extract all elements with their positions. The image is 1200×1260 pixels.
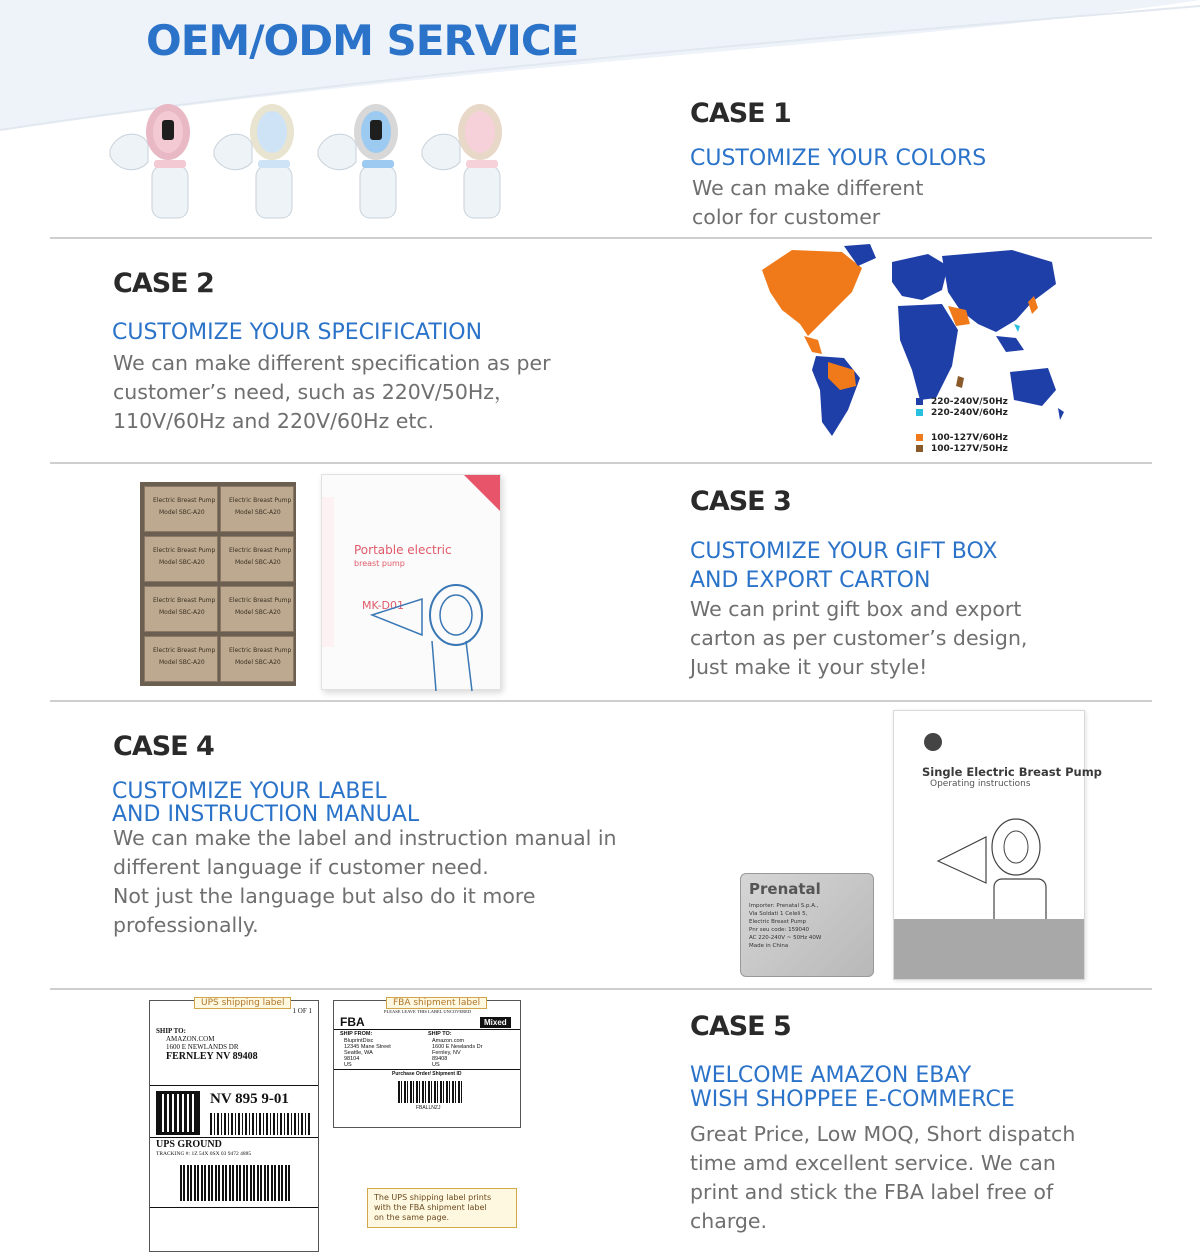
gift-box-image [321,474,501,690]
fba-code: FBALLNZJ [416,1105,441,1111]
fba-po: Purchase Order/ Shipment ID [392,1071,462,1077]
case-1-subtitle: CUSTOMIZE YOUR COLORS [690,146,987,171]
export-carton [220,636,294,682]
carton-label-top: Electric Breast Pump [229,547,292,554]
export-carton [144,636,218,682]
breast-pump-colors-image [108,100,528,230]
carton-label-bottom: Model SBC-A20 [235,509,281,516]
breast-pump-product [316,100,414,220]
ups-rule [150,1085,318,1086]
case-5-title: CASE 5 [690,1011,791,1042]
fba-label-tag: FBA shipment label [386,997,487,1009]
rating-plate-line: Electric Breast Pump [749,919,807,925]
export-carton [220,586,294,632]
qr-code-icon [156,1091,200,1135]
ups-tracking: TRACKING #: 1Z 54X 0SX 03 9472 4885 [156,1151,252,1157]
rating-plate-line: Via Soldati 1 Celeli 5, [749,911,808,917]
fba-address-line: BluprintDisc [344,1038,374,1044]
carton-label-top: Electric Breast Pump [229,597,292,604]
fba-address-line: Fernley, NV [432,1050,461,1056]
carton-label-bottom: Model SBC-A20 [235,559,281,566]
map-legend-item [916,396,1066,407]
case-3-subtitle: CUSTOMIZE YOUR GIFT BOX AND EXPORT CARTON [690,539,998,593]
fba-barcode [398,1081,462,1103]
breast-pump-drawing-icon [934,801,1064,931]
fba-address-line: 89408 [432,1056,448,1062]
case-2-subtitle: CUSTOMIZE YOUR SPECIFICATION [112,320,483,345]
manual-footer-band [894,919,1084,979]
case-3-title: CASE 3 [690,486,791,517]
fba-address-line: US [432,1062,440,1068]
case-4-title: CASE 4 [113,731,214,762]
fba-caption: PLEASE LEAVE THIS LABEL UNCOVERED [384,1009,472,1014]
fba-mixed-badge: Mixed [480,1017,511,1028]
legend-swatch [916,445,923,452]
rating-plate-label [740,873,874,977]
export-carton [220,486,294,532]
brand-logo-icon [924,733,942,751]
fba-rule [334,1069,520,1070]
case-1-title: CASE 1 [690,98,791,129]
ups-route-barcode [210,1113,310,1135]
fba-address-line: 1600 E Newlands Dr [432,1044,483,1050]
map-europe [892,254,948,300]
legend-label: 220-240V/60Hz [931,407,1008,418]
divider [50,988,1152,990]
ups-page-count: 1 OF 1 [292,1007,312,1015]
ups-shipping-label [149,1000,319,1252]
divider [50,700,1152,702]
page-title: OEM/ODM SERVICE [146,16,579,65]
fba-address-line: 98104 [344,1056,360,1062]
carton-label-top: Electric Breast Pump [153,497,216,504]
fba-ship-to: SHIP TO: [428,1031,452,1037]
fba-title: FBA [340,1015,365,1029]
fba-address-line: Amazon.com [432,1038,465,1044]
ups-rule [150,1207,318,1208]
breast-pump-product [420,100,518,220]
ups-address-3: FERNLEY NV 89408 [166,1051,258,1062]
carton-label-top: Electric Breast Pump [229,497,292,504]
legend-label: 100-127V/50Hz [931,443,1008,454]
map-legend [916,396,1066,454]
case-5-description: Great Price, Low MOQ, Short dispatch time amd excellent service. We can print and stick the FBA label free of charge. [690,1122,1076,1233]
case-1-description: We can make different color for customer [692,176,924,229]
rating-plate-brand: Prenatal [749,880,821,898]
export-carton [144,536,218,582]
export-carton [144,586,218,632]
carton-label-bottom: Model SBC-A20 [159,559,205,566]
fba-address-line: 12345 Mane Street [344,1044,391,1050]
carton-label-bottom: Model SBC-A20 [159,609,205,616]
fba-address-line: US [344,1062,352,1068]
gift-box-subtitle: breast pump [354,559,405,568]
rating-plate-line: Importer: Prenatal S.p.A., [749,903,819,909]
export-carton [144,486,218,532]
carton-label-top: Electric Breast Pump [153,647,216,654]
map-legend-item [916,443,1066,454]
map-taiwan [1014,324,1020,332]
map-north-america [762,250,862,336]
manual-title: Single Electric Breast Pump [922,765,1102,779]
export-carton-image [140,482,296,686]
gift-box-model: MK-D01 [362,599,404,612]
case-3-description: We can print gift box and export carton as per customer’s design, Just make it your style! [690,597,1028,679]
legend-swatch [916,434,923,441]
ups-address-2: 1600 E NEWLANDS DR [166,1043,239,1051]
export-carton [220,536,294,582]
rating-plate-line: Made in China [749,943,789,949]
fba-address-line: Seattle, WA [344,1050,373,1056]
ups-ship-to: SHIP TO: [156,1027,186,1035]
divider [50,237,1152,239]
carton-label-bottom: Model SBC-A20 [235,659,281,666]
rating-plate-line: Pnr seu code: 159040 [749,927,810,933]
case-5-subtitle: WELCOME AMAZON EBAY WISH SHOPPEE E-COMMERCE [690,1063,1015,1112]
carton-label-bottom: Model SBC-A20 [159,659,205,666]
ups-rule [150,1137,318,1138]
case-4-description: We can make the label and instruction manual in different language if customer need. Not just the language but also do it more professionally. [113,826,617,937]
carton-label-bottom: Model SBC-A20 [235,609,281,616]
world-voltage-map [752,240,1072,462]
carton-label-top: Electric Breast Pump [153,547,216,554]
label-note: The UPS shipping label prints with the FBA shipment label on the same page. [367,1188,517,1228]
ups-label-tag: UPS shipping label [194,997,291,1009]
map-africa [898,304,958,400]
ups-service: UPS GROUND [156,1139,222,1150]
instruction-manual-image [893,710,1102,980]
ups-address-1: AMAZON.COM [166,1035,215,1043]
legend-label: 220-240V/50Hz [931,396,1008,407]
breast-pump-product [212,100,310,220]
carton-label-top: Electric Breast Pump [229,647,292,654]
legend-label: 100-127V/60Hz [931,432,1008,443]
legend-swatch [916,398,923,405]
map-legend-item [916,432,1066,443]
gift-box-corner-badge [452,475,500,523]
breast-pump-product [108,100,206,220]
map-madagascar [956,376,964,388]
map-southeast-asia [996,336,1024,352]
ups-route-code: NV 895 9-01 [210,1091,289,1107]
case-4-subtitle: CUSTOMIZE YOUR LABEL AND INSTRUCTION MANUAL [112,779,420,827]
case-2-description: We can make different specification as per customer’s need, such as 220V/50Hz， 110V/60Hz and 220V/60Hz etc. [113,351,551,433]
carton-label-bottom: Model SBC-A20 [159,509,205,516]
map-central-america [804,336,822,354]
manual-subtitle: Operating instructions [930,779,1031,789]
gift-box-title: Portable electric [354,543,452,557]
rating-plate-line: AC 220-240V ~ 50Hz 40W [749,935,822,941]
gift-box-side-stripe [322,497,334,647]
fba-ship-from: SHIP FROM: [340,1031,373,1037]
breast-pump-outline-icon [362,575,502,691]
legend-swatch [916,409,923,416]
case-2-title: CASE 2 [113,268,214,299]
ups-tracking-barcode [180,1165,292,1201]
divider [50,462,1152,464]
map-legend-item [916,407,1066,418]
fba-rule [334,1029,520,1030]
fba-shipment-label [333,1000,521,1128]
carton-label-top: Electric Breast Pump [153,597,216,604]
